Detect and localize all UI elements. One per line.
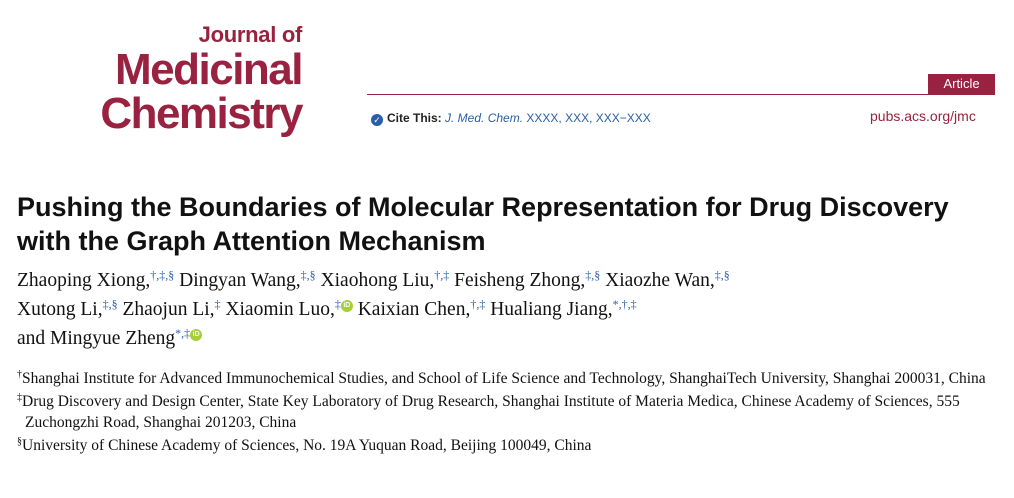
author-name: Xiaomin Luo,	[225, 299, 335, 320]
author-name: Zhaojun Li,	[122, 299, 215, 320]
article-title: Pushing the Boundaries of Molecular Representation for Drug Discovery with the Graph Attention Mechanism	[17, 192, 949, 256]
author[interactable]	[17, 299, 118, 320]
author-name: Feisheng Zhong,	[454, 270, 586, 291]
author-name: Hualiang Jiang,	[490, 299, 613, 320]
affiliation-list	[17, 368, 1007, 458]
cite-reference[interactable]: XXXX, XXX, XXX−XXX	[526, 111, 651, 125]
affiliation-mark: †	[17, 369, 22, 380]
author-affiliation-marks: †,‡	[470, 297, 486, 311]
author[interactable]	[179, 270, 316, 291]
author[interactable]	[454, 270, 600, 291]
author[interactable]	[490, 299, 636, 320]
author-name: Xutong Li,	[17, 299, 103, 320]
affiliation-text: University of Chinese Academy of Sciences, No. 19A Yuquan Road, Beijing 100049, China	[22, 437, 592, 454]
author-name: and Mingyue Zheng	[17, 328, 176, 349]
author-affiliation-marks: ‡	[214, 297, 221, 311]
journal-logo-line1: Journal of	[198, 22, 302, 47]
author[interactable]	[358, 299, 486, 320]
journal-logo-line3: Chemistry	[100, 89, 302, 138]
affiliation-item	[17, 391, 1007, 433]
checkmark-circle-icon: ✓	[371, 114, 383, 126]
author-affiliation-marks: ‡,§	[714, 268, 730, 282]
author-affiliation-marks: ‡,§	[102, 297, 118, 311]
author-list	[17, 266, 1007, 353]
author[interactable]	[17, 328, 202, 349]
affiliation-item	[17, 435, 1007, 456]
orcid-icon[interactable]: iD	[341, 300, 353, 312]
author-affiliation-marks: ‡	[334, 297, 341, 311]
author[interactable]	[225, 299, 352, 320]
author-affiliation-marks: *,†,‡	[612, 297, 637, 311]
author-name: Kaixian Chen,	[357, 299, 471, 320]
article-type-badge: Article	[928, 74, 995, 94]
author-name: Xiaohong Liu,	[320, 270, 435, 291]
author-name: Xiaozhe Wan,	[605, 270, 715, 291]
affiliation-mark: §	[17, 436, 22, 447]
author-affiliation-marks: *,‡	[175, 326, 191, 340]
author[interactable]	[17, 270, 174, 291]
author[interactable]	[321, 270, 450, 291]
author-affiliation-marks: †,‡	[434, 268, 450, 282]
cite-label: Cite This:	[387, 111, 442, 125]
author-affiliation-marks: ‡,§	[300, 268, 316, 282]
affiliation-text: Drug Discovery and Design Center, State Key Laboratory of Drug Research, Shanghai Institute of Materia Medica, Chinese Academy of Sciences, 555 Zuchongzhi Road, Shanghai 201203, China	[22, 393, 960, 431]
cite-this[interactable]	[371, 110, 651, 126]
journal-website-link[interactable]: pubs.acs.org/jmc	[870, 108, 976, 124]
author[interactable]	[605, 270, 730, 291]
journal-logo-line2: Medicinal	[115, 45, 302, 94]
author[interactable]	[122, 299, 220, 320]
author-affiliation-marks: ‡,§	[585, 268, 601, 282]
cite-journal[interactable]: J. Med. Chem.	[445, 111, 524, 125]
affiliation-item	[17, 368, 1007, 389]
affiliation-mark: ‡	[17, 392, 22, 403]
orcid-icon[interactable]: iD	[190, 329, 202, 341]
author-name: Zhaoping Xiong,	[17, 270, 151, 291]
affiliation-text: Shanghai Institute for Advanced Immunochemical Studies, and School of Life Science and Technology, ShanghaiTech University, Shanghai 200031, China	[22, 370, 986, 387]
journal-logo	[70, 22, 302, 136]
author-affiliation-marks: †,‡,§	[150, 268, 175, 282]
header-rule	[367, 94, 995, 95]
author-name: Dingyan Wang,	[179, 270, 301, 291]
